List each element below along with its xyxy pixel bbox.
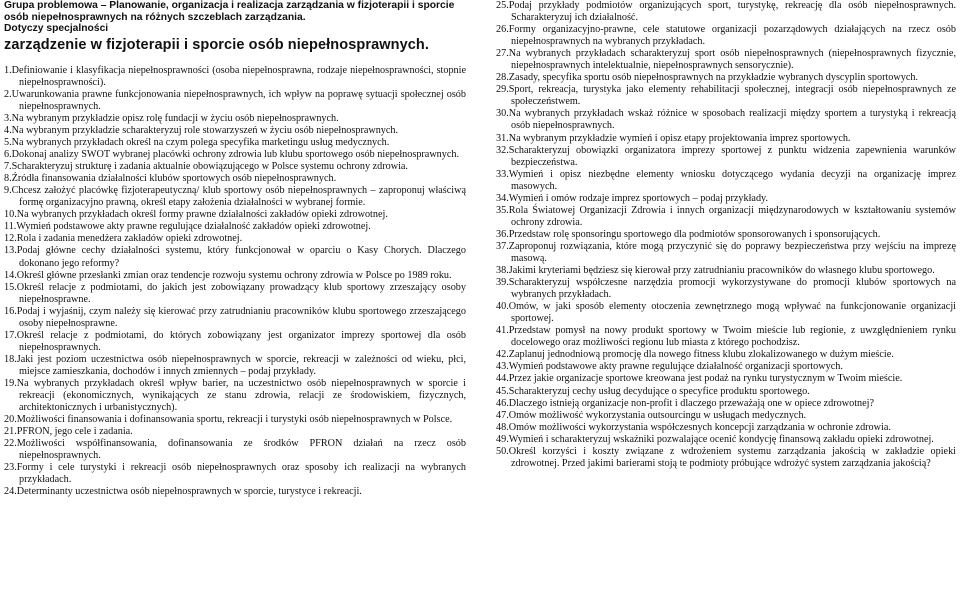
- question-text: Podaj przykłady podmiotów organizujących sport, turystykę, rekreację dla osób niepełnosprawnych. Scharakteryzuj ich działalność.: [508, 0, 956, 24]
- question-number: 41.: [496, 325, 509, 337]
- question-number: 3.: [4, 112, 12, 124]
- question-item: [496, 145, 956, 169]
- question-item: [4, 245, 466, 269]
- question-item: [496, 301, 956, 325]
- question-text: Formy organizacyjno-prawne, cele statutowe organizacji pozarządowych działających na rzecz osób niepełnosprawnych na wybranych przykładach.: [508, 24, 956, 48]
- question-item: [496, 72, 956, 84]
- question-number: 8.: [4, 173, 12, 185]
- question-text: Zasady, specyfika sportu osób niepełnosprawnych na przykładzie wybranych dyscyplin sportowych.: [508, 72, 919, 84]
- question-item: [496, 446, 956, 470]
- question-number: 10.: [4, 209, 17, 221]
- question-text: Na wybranym przykładzie wymień i opisz etapy projektowania imprez sportowych.: [508, 132, 851, 144]
- question-item: [4, 414, 466, 426]
- question-item: [496, 349, 956, 361]
- question-item: [4, 354, 466, 378]
- question-number: 18.: [4, 353, 17, 365]
- question-item: [496, 373, 956, 385]
- question-number: 36.: [496, 228, 509, 240]
- question-number: 16.: [4, 305, 17, 317]
- question-number: 15.: [4, 281, 17, 293]
- question-item: [496, 241, 956, 265]
- question-number: 5.: [4, 137, 12, 149]
- question-item: [496, 434, 956, 446]
- question-number: 42.: [496, 349, 509, 361]
- question-item: [4, 462, 466, 486]
- question-item: [4, 426, 466, 438]
- question-number: 48.: [496, 421, 509, 433]
- question-number: 2.: [4, 88, 12, 100]
- question-item: [496, 265, 956, 277]
- question-number: 32.: [496, 144, 509, 156]
- question-item: [4, 330, 466, 354]
- question-text: Określ korzyści i koszty związane z wdrożeniem systemu zarządzania jakością w zakładzie opieki zdrowotnej. Przed jakimi barierami stoją te podmioty próbujące wdrożyć system zarządzania jakością?: [508, 445, 956, 469]
- question-text: Zaplanuj jednodniową promocję dla nowego fitness klubu zlokalizowanego w dużym mieście.: [508, 349, 894, 361]
- question-text: Na wybranym przykładzie opisz rolę fundacji w życiu osób niepełnosprawnych.: [11, 112, 339, 124]
- question-text: Na wybranych przykładach wskaż różnice w sposobach realizacji między sportem a turystyką i rekreacją osób niepełnosprawnych.: [508, 108, 956, 132]
- question-item: [4, 486, 466, 498]
- question-text: Dokonaj analizy SWOT wybranej placówki ochrony zdrowia lub klubu sportowego osób niepełnosprawnych.: [11, 149, 460, 161]
- question-item: [496, 169, 956, 193]
- question-number: 31.: [496, 132, 509, 144]
- question-item: [4, 306, 466, 330]
- question-item: [496, 0, 956, 24]
- question-item: [4, 137, 466, 149]
- question-text: Przedstaw pomysł na nowy produkt sportowy w Twoim mieście lub regionie, z uwzględnieniem rynku docelowego oraz możliwości regionu lub miasta z którego pochodzisz.: [508, 325, 956, 349]
- question-text: Formy i cele turystyki i rekreacji osób niepełnosprawnych oraz sposoby ich realizacji na wybranych przykładach.: [16, 462, 466, 486]
- question-item: [496, 277, 956, 301]
- question-item: [4, 89, 466, 113]
- question-text: Rola i zadania menedżera zakładów opieki zdrowotnej.: [16, 233, 243, 245]
- question-item: [496, 193, 956, 205]
- question-number: 33.: [496, 168, 509, 180]
- question-number: 44.: [496, 373, 509, 385]
- specialty-label: Dotyczy specjalności: [4, 23, 109, 35]
- question-item: [496, 325, 956, 349]
- question-number: 45.: [496, 385, 509, 397]
- question-item: [4, 173, 466, 185]
- question-item: [4, 378, 466, 414]
- question-item: [4, 270, 466, 282]
- question-number: 35.: [496, 204, 509, 216]
- question-text: Dlaczego istnieją organizacje non-profit i dlaczego przeważają one w opiece zdrowotnej?: [508, 397, 874, 409]
- question-number: 50.: [496, 445, 509, 457]
- question-text: Determinanty uczestnictwa osób niepełnosprawnych w sporcie, turystyce i rekreacji.: [16, 486, 362, 498]
- group-heading: Grupa problemowa – Planowanie, organizacja i realizacja zarządzania w fizjoterapii i sporcie osób niepełnosprawnych na różnych szczeblach zarządzania.: [4, 0, 455, 23]
- left-column: [4, 0, 466, 498]
- question-number: 13.: [4, 245, 17, 257]
- specialty-title: zarządzenie w fizjoterapii i sporcie osób niepełnosprawnych.: [4, 36, 429, 53]
- question-number: 24.: [4, 486, 17, 498]
- question-number: 6.: [4, 149, 12, 161]
- question-number: 40.: [496, 301, 509, 313]
- question-item: [496, 361, 956, 373]
- question-number: 17.: [4, 329, 17, 341]
- question-text: Wymień podstawowe akty prawne regulujące działalność zakładów opieki zdrowotnej.: [16, 221, 371, 233]
- question-item: [4, 221, 466, 233]
- question-item: [496, 48, 956, 72]
- question-text: Określ główne przesłanki zmian oraz tendencje rozwoju systemu ochrony zdrowia w Polsce po 1989 roku.: [16, 269, 452, 281]
- question-text: Jaki jest poziom uczestnictwa osób niepełnosprawnych w sporcie, rekreacji w zależności od wieku, płci, miejsce zamieszkania, dochodów i innych zmiennych – podaj przykłady.: [16, 353, 466, 377]
- question-item: [4, 282, 466, 306]
- question-number: 25.: [496, 0, 509, 11]
- question-item: [4, 161, 466, 173]
- question-number: 46.: [496, 397, 509, 409]
- question-text: Jakimi kryteriami będziesz się kierował przy zatrudnianiu pracowników do własnego klubu sportowego.: [508, 265, 935, 277]
- question-item: [496, 422, 956, 434]
- question-text: Wymień i omów rodzaje imprez sportowych – podaj przykłady.: [508, 192, 769, 204]
- question-number: 29.: [496, 84, 509, 96]
- right-column: [496, 0, 956, 470]
- question-number: 30.: [496, 108, 509, 120]
- question-text: Uwarunkowania prawne funkcjonowania niepełnosprawnych, ich wpływ na poprawę sytuacji społecznej osób niepełnosprawnych.: [11, 88, 466, 112]
- question-text: Określ relacje z podmiotami, do których zobowiązany jest organizator imprezy sportowej dla osób niepełnosprawnych.: [16, 329, 466, 353]
- question-number: 4.: [4, 125, 12, 137]
- question-text: Scharakteryzuj cechy usług decydujące o specyfice produktu sportowego.: [508, 385, 810, 397]
- question-item: [496, 108, 956, 132]
- question-text: Podaj główne cechy działalności systemu, który funkcjonował w oparciu o Kasy Chorych. Dlaczego dokonano jego reformy?: [16, 245, 466, 269]
- question-text: Na wybranych przykładach określ formy prawne działalności zakładów opieki zdrowotnej.: [16, 209, 388, 221]
- question-text: Określ relacje z podmiotami, do jakich jest zobowiązany prowadzący klub sportowy zrzeszający osoby niepełnosprawne.: [16, 281, 466, 305]
- question-text: Scharakteryzuj obowiązki organizatora imprezy sportowej z punktu widzenia zapewnienia warunków bezpieczeństwa.: [508, 144, 956, 168]
- question-number: 49.: [496, 433, 509, 445]
- question-text: Możliwości współfinansowania, dofinansowania ze środków PFRON działań na rzecz osób niepełnosprawnych.: [16, 438, 466, 462]
- question-text: Omów, w jaki sposób elementy otoczenia zewnętrznego mogą wpływać na funkcjonowanie organizacji sportowej.: [508, 301, 956, 325]
- question-text: Wymień podstawowe akty prawne regulujące działalność organizacji sportowych.: [508, 361, 843, 373]
- question-text: Przedstaw rolę sponsoringu sportowego dla podmiotów sponsorowanych i sponsorujących.: [508, 228, 881, 240]
- question-number: 43.: [496, 361, 509, 373]
- question-text: Scharakteryzuj strukturę i zadania aktualnie obowiązującego w Polsce systemu ochrony zdrowia.: [11, 161, 408, 173]
- question-list-left: [4, 65, 466, 499]
- question-number: 22.: [4, 438, 17, 450]
- question-text: PFRON, jego cele i zadania.: [16, 426, 133, 438]
- question-text: Wymień i scharakteryzuj wskaźniki pozwalające ocenić kondycję finansową zakładu opieki zdrowotnej.: [508, 433, 934, 445]
- question-item: [496, 84, 956, 108]
- question-text: Scharakteryzuj współczesne narzędzia promocji wykorzystywane do promocji klubów sportowych na wybranych przykładach.: [508, 277, 956, 301]
- question-text: Omów możliwości wykorzystania współczesnych koncepcji zarządzania w ochronie zdrowia.: [508, 421, 891, 433]
- question-text: Na wybranych przykładach scharakteryzuj sport osób niepełnosprawnych (niepełnosprawnych fizycznie, niepełnosprawnych intelektualnie, niepełnosprawnych sensorycznie).: [508, 48, 956, 72]
- question-item: [4, 125, 466, 137]
- question-text: Źródła finansowania działalności klubów sportowych osób niepełnosprawnych.: [11, 173, 337, 185]
- question-number: 20.: [4, 414, 17, 426]
- question-number: 9.: [4, 185, 12, 197]
- question-item: [4, 438, 466, 462]
- question-number: 37.: [496, 240, 509, 252]
- question-item: [4, 149, 466, 161]
- question-item: [4, 185, 466, 209]
- question-number: 28.: [496, 72, 509, 84]
- question-text: Na wybranych przykładach określ wpływ barier, na uczestnictwo osób niepełnosprawnych w sporcie i rekreacji (ekonomicznych, wynikających ze stanu zdrowia, relacji ze środowiskiem, fizycznych, architektonicznych i urbanistycznych).: [16, 378, 466, 414]
- question-item: [496, 133, 956, 145]
- question-text: Rola Światowej Organizacji Zdrowia i innych organizacji międzynarodowych w kształtowaniu systemów ochrony zdrowia.: [508, 204, 956, 228]
- question-list-right: [496, 0, 956, 470]
- question-text: Chcesz założyć placówkę fizjoterapeutyczną/ klub sportowy osób niepełnosprawnych – zaproponuj właściwą formę organizacyjno prawną, określ etapy założenia działalności w wybranej formie.: [11, 185, 466, 209]
- question-number: 12.: [4, 233, 17, 245]
- question-text: Na wybranych przykładach określ na czym polega specyfika marketingu usług medycznych.: [11, 137, 390, 149]
- question-text: Sport, rekreacja, turystyka jako elementy rehabilitacji społecznej, integracji osób niepełnosprawnych ze społeczeństwem.: [508, 84, 956, 108]
- question-item: [4, 233, 466, 245]
- question-number: 14.: [4, 269, 17, 281]
- question-number: 34.: [496, 192, 509, 204]
- question-item: [496, 229, 956, 241]
- question-text: Możliwości finansowania i dofinansowania sportu, rekreacji i turystyki osób niepełnosprawnych w Polsce.: [16, 414, 453, 426]
- question-number: 19.: [4, 378, 17, 389]
- question-text: Podaj i wyjaśnij, czym należy się kierować przy zatrudnianiu pracowników klubu sportowego zrzeszającego osoby niepełnosprawne.: [16, 305, 466, 329]
- question-number: 26.: [496, 24, 509, 36]
- question-item: [496, 410, 956, 422]
- question-text: Omów możliwość wykorzystania outsourcingu w usługach medycznych.: [508, 409, 807, 421]
- question-text: Definiowanie i klasyfikacja niepełnosprawności (osoba niepełnosprawna, rodzaje niepełnosprawności, stopnie niepełnosprawności).: [11, 64, 466, 88]
- question-text: Wymień i opisz niezbędne elementy wniosku dotyczącego wydania decyzji na organizację imprez masowych.: [508, 168, 956, 192]
- question-item: [496, 205, 956, 229]
- question-number: 38.: [496, 265, 509, 277]
- question-number: 7.: [4, 161, 12, 173]
- question-number: 47.: [496, 409, 509, 421]
- question-number: 11.: [4, 221, 17, 233]
- question-text: Przez jakie organizacje sportowe kreowana jest podaż na rynku turystycznym w Twoim mieście.: [508, 373, 903, 385]
- question-item: [496, 386, 956, 398]
- question-number: 27.: [496, 48, 509, 60]
- question-text: Zaproponuj rozwiązania, które mogą przyczynić się do poprawy bezpieczeństwa przy wejściu na imprezę masową.: [508, 240, 956, 264]
- question-number: 23.: [4, 462, 17, 474]
- question-item: [4, 65, 466, 89]
- question-text: Na wybranym przykładzie scharakteryzuj role stowarzyszeń w życiu osób niepełnosprawnych.: [11, 125, 399, 137]
- question-item: [496, 24, 956, 48]
- question-number: 39.: [496, 277, 509, 289]
- question-item: [4, 113, 466, 125]
- question-number: 21.: [4, 426, 17, 438]
- question-item: [4, 209, 466, 221]
- question-item: [496, 398, 956, 410]
- question-number: 1.: [4, 64, 12, 76]
